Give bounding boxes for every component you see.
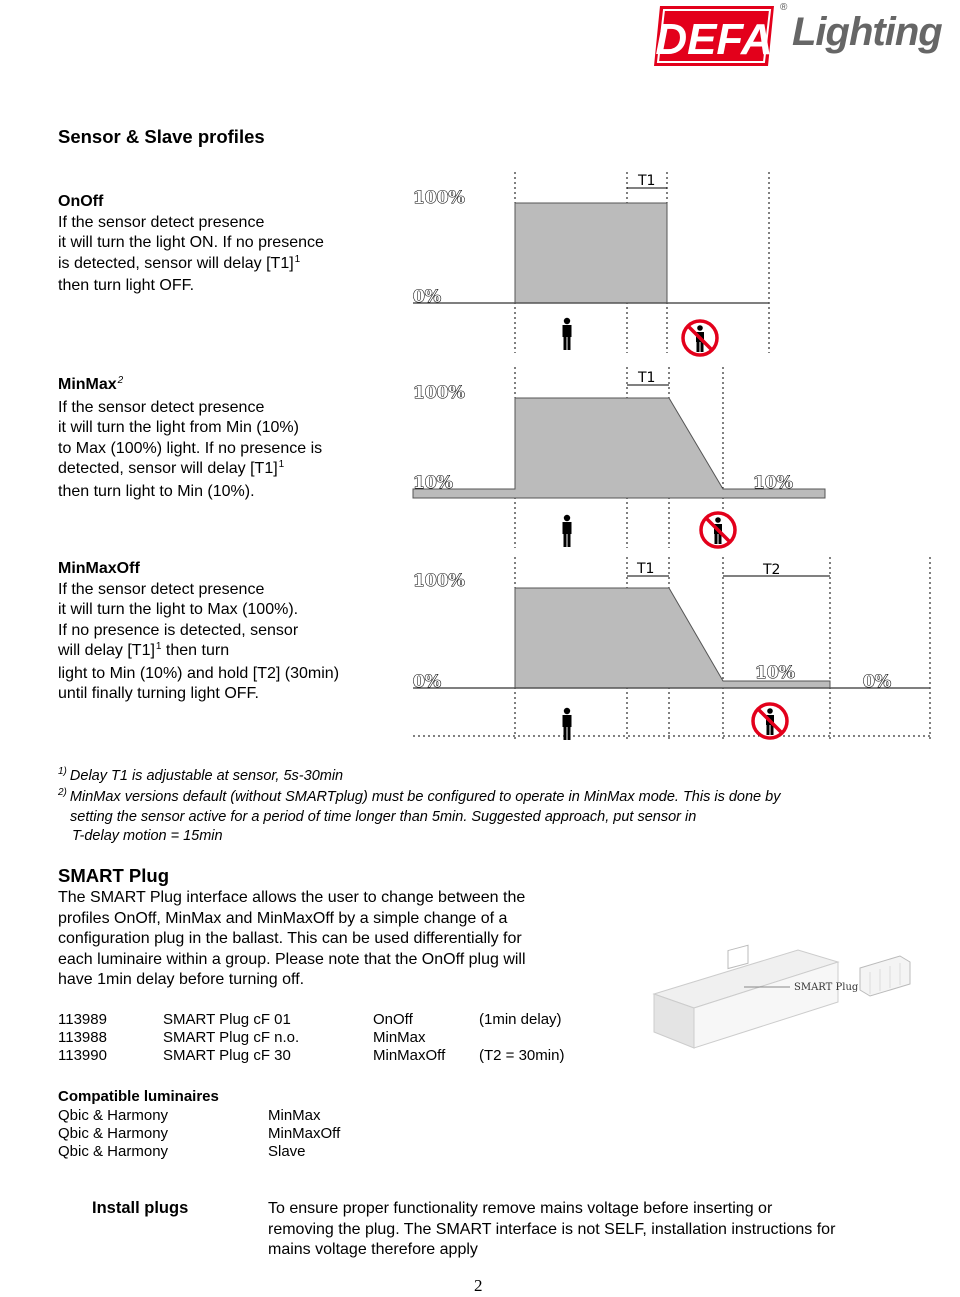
presence-icon	[563, 708, 572, 740]
defa-logo	[652, 4, 776, 68]
minmaxoff-diagram	[405, 553, 940, 748]
compatible-title: Compatible luminaires	[58, 1088, 219, 1105]
level-10-label: 10%	[755, 663, 795, 683]
smart-plug-illustration	[648, 932, 916, 1052]
logo-text: DEFA	[655, 15, 773, 64]
footnote-2: $^{2)}$ MinMax versions default (without SMARTplug) must be configured to operate in MinMax mode. This is done by	[58, 786, 781, 805]
install-title: Install plugs	[92, 1199, 189, 1217]
page-heading: Sensor & Slave profiles	[58, 126, 265, 147]
smart-plug-title: SMART Plug	[58, 865, 169, 886]
logo-lighting-text: Lighting	[792, 10, 942, 54]
profile-title: MinMaxOff	[58, 560, 140, 577]
profile-onoff: OnOff If the sensor detect presence it will turn the light ON. If no presence is detected, sensor will delay $[T1]^1$ then turn light OFF.	[58, 192, 398, 297]
level-0-label: 0%	[413, 287, 441, 307]
onoff-diagram	[405, 168, 780, 363]
footnotes: $^{1)}$ Delay T1 is adjustable at sensor, 5s-30min $^{2)}$ MinMax versions default (without SMARTplug) must be configured to operate in MinMax mode. This is done by setting the sensor active for a period of time longer than 5min. Suggested approach, put sensor in T-delay motion = 15min	[58, 767, 938, 845]
level-100-label: 100%	[413, 188, 465, 208]
minmax-diagram	[405, 363, 835, 558]
level-10-right-label: 10%	[753, 473, 793, 493]
profile-minmax: MinMax$^2$ If the sensor detect presence it will turn the light from Min (10%) to Max (100%) light. If no presence is detected, sensor will delay $[T1]^1$ then turn light to Min (10%).	[58, 375, 398, 502]
level-10-left-label: 10%	[413, 473, 453, 493]
level-0-left-label: 0%	[413, 672, 441, 692]
t2-label: T2	[763, 562, 781, 578]
no-presence-icon	[753, 704, 787, 738]
t1-label: T1	[638, 370, 656, 386]
level-100-label: 100%	[413, 383, 465, 403]
presence-icon	[563, 515, 572, 547]
smart-plug-image-label: SMART Plug	[794, 982, 859, 993]
profile-title: MinMax$^2$	[58, 375, 124, 393]
level-0-right-label: 0%	[863, 672, 891, 692]
footnote-1: $^{1)}$ Delay T1 is adjustable at sensor, 5s-30min	[58, 766, 344, 784]
smart-plug-description: The SMART Plug interface allows the user to change between the profiles OnOff, MinMax and MinMaxOff by a simple change of a configuration plug in the ballast. This can be used differentially for each luminaire within a group. Please note that the OnOff plug will have 1min delay before turning off.	[58, 889, 526, 988]
t1-label: T1	[637, 561, 655, 577]
no-presence-icon	[701, 513, 735, 547]
page-number: 2	[474, 1276, 483, 1295]
profile-minmaxoff: MinMaxOff If the sensor detect presence it will turn the light to Max (100%). If no presence is detected, sensor will delay $[T1]^1$ then turn light to Min (10%) and hold [T2] (30min) until finally turning light OFF.	[58, 559, 398, 705]
no-presence-icon	[683, 321, 717, 355]
registered-mark: ®	[780, 2, 788, 13]
t1-label: T1	[638, 173, 656, 189]
install-text: To ensure proper functionality remove mains voltage before inserting or removing the plug. The SMART interface is not SELF, installation instructions for mains voltage therefore apply	[268, 1200, 836, 1258]
profile-title: OnOff	[58, 193, 104, 210]
level-100-label: 100%	[413, 571, 465, 591]
presence-icon	[563, 318, 572, 350]
light-level-area	[515, 203, 667, 303]
